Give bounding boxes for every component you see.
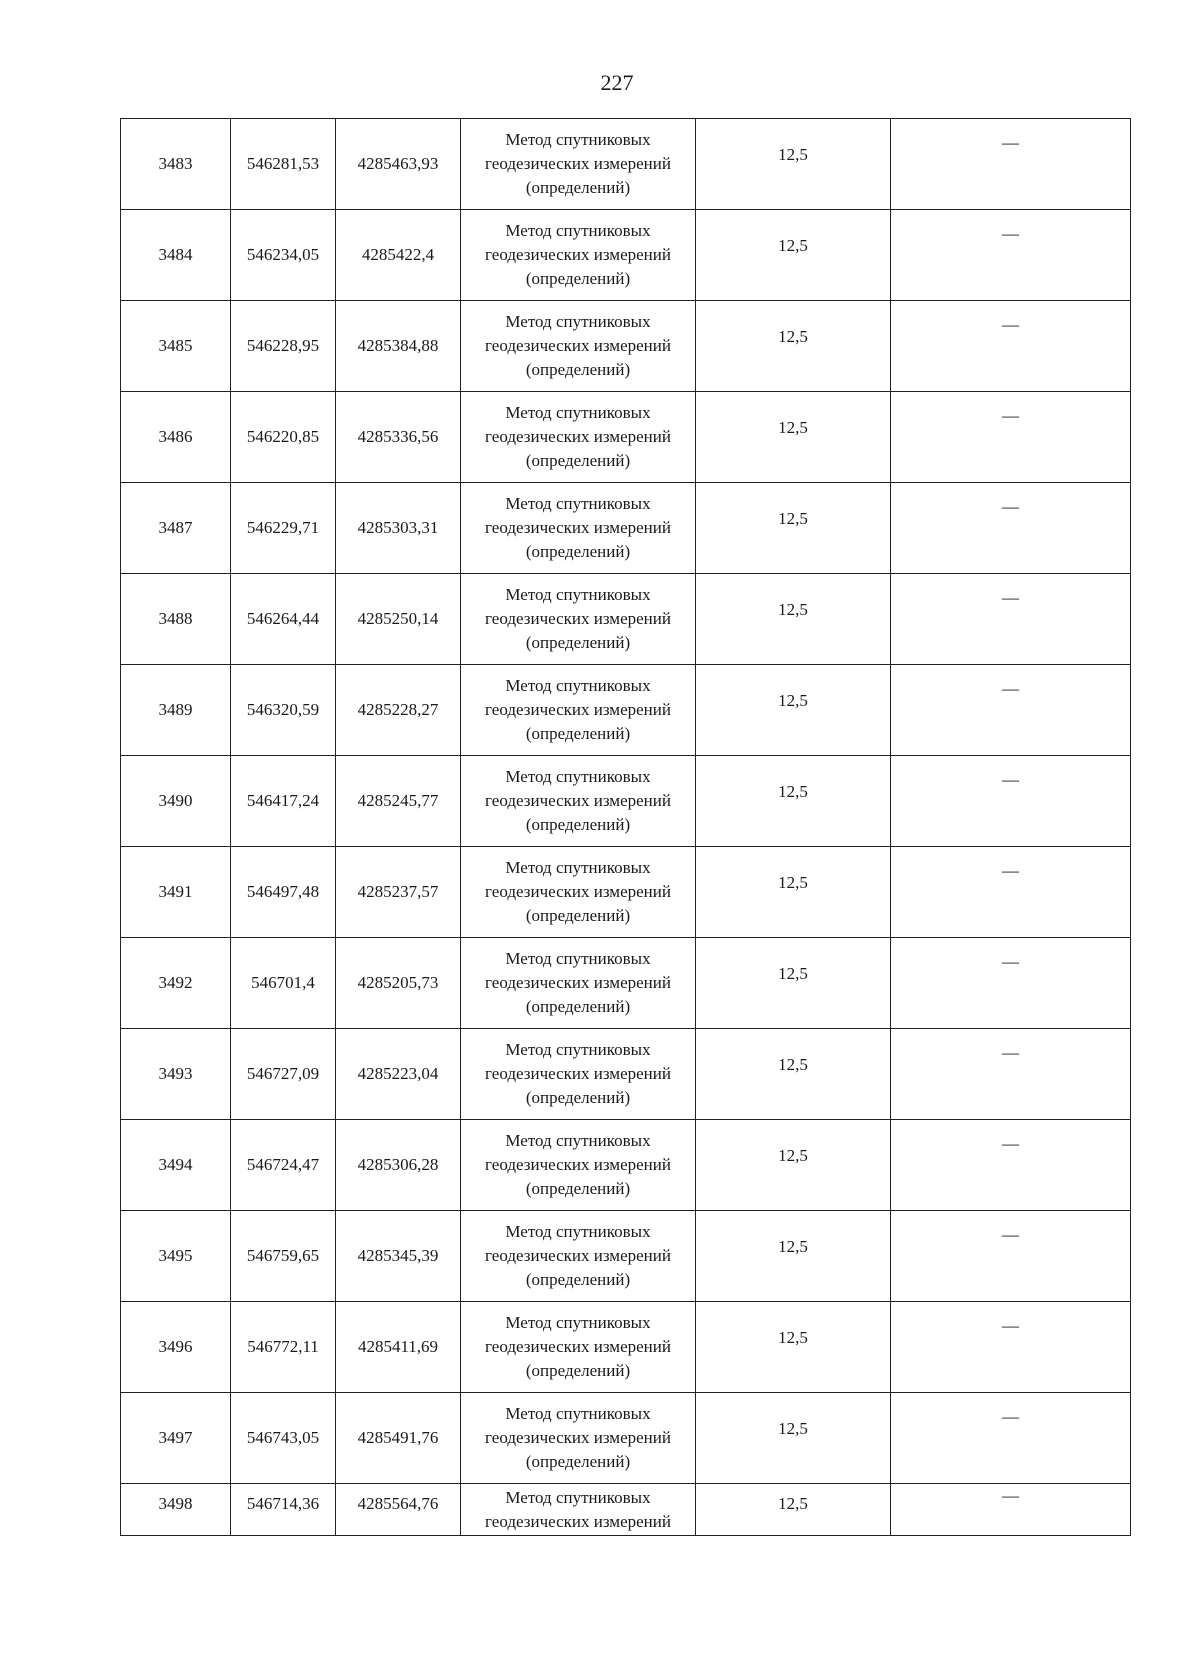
accuracy-cell: 12,5 — [696, 1302, 891, 1393]
note-cell — [891, 1120, 1131, 1211]
table-row — [121, 1393, 1131, 1484]
point-id-cell: 3492 — [121, 938, 231, 1029]
x-coordinate-cell: 546772,11 — [231, 1302, 336, 1393]
note-cell — [891, 847, 1131, 938]
method-line: (определений) — [525, 906, 631, 925]
point-id-cell: 3484 — [121, 210, 231, 301]
method-line: геодезических измерений — [485, 1428, 671, 1447]
point-id-cell: 3488 — [121, 574, 231, 665]
note-cell — [891, 938, 1131, 1029]
method-cell — [461, 938, 696, 1029]
x-coordinate-cell: 546417,24 — [231, 756, 336, 847]
y-coordinate-cell: 4285245,77 — [336, 756, 461, 847]
method-line: (определений) — [525, 269, 631, 288]
y-coordinate-cell: 4285306,28 — [336, 1120, 461, 1211]
method-line: геодезических измерений — [485, 336, 671, 355]
point-id-cell: 3498 — [121, 1484, 231, 1536]
table-row — [121, 847, 1131, 938]
table-row — [121, 210, 1131, 301]
method-line: (определений) — [525, 1361, 631, 1380]
table-row — [121, 574, 1131, 665]
point-id-cell: 3485 — [121, 301, 231, 392]
y-coordinate-cell: 4285237,57 — [336, 847, 461, 938]
method-line: Метод спутниковых — [505, 312, 651, 331]
y-coordinate-cell: 4285491,76 — [336, 1393, 461, 1484]
y-coordinate-cell: 4285228,27 — [336, 665, 461, 756]
x-coordinate-cell: 546701,4 — [231, 938, 336, 1029]
accuracy-cell: 12,5 — [696, 756, 891, 847]
method-line: геодезических измерений — [485, 609, 671, 628]
table-row — [121, 1120, 1131, 1211]
y-coordinate-cell: 4285303,31 — [336, 483, 461, 574]
dash-mark: — — [1002, 1486, 1019, 1505]
y-coordinate-cell: 4285411,69 — [336, 1302, 461, 1393]
method-line: геодезических измерений — [485, 518, 671, 537]
point-id-cell: 3490 — [121, 756, 231, 847]
dash-mark: — — [1002, 1043, 1019, 1062]
method-cell — [461, 301, 696, 392]
table-body — [121, 119, 1131, 1536]
note-cell — [891, 665, 1131, 756]
method-line: (определений) — [525, 360, 631, 379]
dash-mark: — — [1002, 1316, 1019, 1335]
table-row — [121, 119, 1131, 210]
note-cell — [891, 1302, 1131, 1393]
x-coordinate-cell: 546234,05 — [231, 210, 336, 301]
accuracy-cell: 12,5 — [696, 1120, 891, 1211]
method-line: геодезических измерений — [485, 882, 671, 901]
point-id-cell: 3483 — [121, 119, 231, 210]
method-cell — [461, 1120, 696, 1211]
dash-mark: — — [1002, 1225, 1019, 1244]
method-cell — [461, 574, 696, 665]
x-coordinate-cell: 546497,48 — [231, 847, 336, 938]
table-row — [121, 392, 1131, 483]
method-line: геодезических измерений — [485, 154, 671, 173]
method-line: геодезических измерений — [485, 427, 671, 446]
note-cell — [891, 119, 1131, 210]
method-cell — [461, 1302, 696, 1393]
accuracy-cell: 12,5 — [696, 665, 891, 756]
x-coordinate-cell: 546714,36 — [231, 1484, 336, 1536]
note-cell — [891, 483, 1131, 574]
x-coordinate-cell: 546320,59 — [231, 665, 336, 756]
method-line: Метод спутниковых — [505, 1222, 651, 1241]
dash-mark: — — [1002, 133, 1019, 152]
method-line: (определений) — [525, 1270, 631, 1289]
point-id-cell: 3489 — [121, 665, 231, 756]
x-coordinate-cell: 546228,95 — [231, 301, 336, 392]
accuracy-cell: 12,5 — [696, 574, 891, 665]
accuracy-cell: 12,5 — [696, 210, 891, 301]
note-cell — [891, 1029, 1131, 1120]
method-line: геодезических измерений — [485, 1512, 671, 1531]
method-line: (определений) — [525, 815, 631, 834]
method-line: Метод спутниковых — [505, 221, 651, 240]
method-line: Метод спутниковых — [505, 1404, 651, 1423]
dash-mark: — — [1002, 1407, 1019, 1426]
method-line: геодезических измерений — [485, 700, 671, 719]
accuracy-cell: 12,5 — [696, 1211, 891, 1302]
method-line: Метод спутниковых — [505, 949, 651, 968]
point-id-cell: 3494 — [121, 1120, 231, 1211]
y-coordinate-cell: 4285336,56 — [336, 392, 461, 483]
method-line: (определений) — [525, 1452, 631, 1471]
note-cell — [891, 210, 1131, 301]
x-coordinate-cell: 546759,65 — [231, 1211, 336, 1302]
method-line: геодезических измерений — [485, 245, 671, 264]
method-line: Метод спутниковых — [505, 858, 651, 877]
dash-mark: — — [1002, 770, 1019, 789]
accuracy-cell: 12,5 — [696, 1393, 891, 1484]
method-line: (определений) — [525, 724, 631, 743]
method-line: (определений) — [525, 178, 631, 197]
method-cell — [461, 119, 696, 210]
table-row — [121, 301, 1131, 392]
method-cell — [461, 1393, 696, 1484]
accuracy-cell: 12,5 — [696, 847, 891, 938]
method-line: (определений) — [525, 1179, 631, 1198]
x-coordinate-cell: 546281,53 — [231, 119, 336, 210]
dash-mark: — — [1002, 679, 1019, 698]
accuracy-cell: 12,5 — [696, 392, 891, 483]
y-coordinate-cell: 4285422,4 — [336, 210, 461, 301]
method-line: геодезических измерений — [485, 1155, 671, 1174]
dash-mark: — — [1002, 952, 1019, 971]
table-row — [121, 938, 1131, 1029]
method-line: Метод спутниковых — [505, 1131, 651, 1150]
method-line: Метод спутниковых — [505, 1040, 651, 1059]
note-cell — [891, 392, 1131, 483]
method-line: Метод спутниковых — [505, 494, 651, 513]
method-cell — [461, 847, 696, 938]
point-id-cell: 3493 — [121, 1029, 231, 1120]
method-line: Метод спутниковых — [505, 403, 651, 422]
point-id-cell: 3491 — [121, 847, 231, 938]
dash-mark: — — [1002, 588, 1019, 607]
accuracy-cell: 12,5 — [696, 119, 891, 210]
point-id-cell: 3495 — [121, 1211, 231, 1302]
method-line: Метод спутниковых — [505, 767, 651, 786]
accuracy-cell: 12,5 — [696, 1484, 891, 1536]
x-coordinate-cell: 546220,85 — [231, 392, 336, 483]
dash-mark: — — [1002, 1134, 1019, 1153]
y-coordinate-cell: 4285384,88 — [336, 301, 461, 392]
method-line: (определений) — [525, 1088, 631, 1107]
table-row — [121, 1211, 1131, 1302]
method-cell — [461, 665, 696, 756]
dash-mark: — — [1002, 497, 1019, 516]
method-line: (определений) — [525, 633, 631, 652]
x-coordinate-cell: 546264,44 — [231, 574, 336, 665]
dash-mark: — — [1002, 224, 1019, 243]
method-cell — [461, 392, 696, 483]
y-coordinate-cell: 4285250,14 — [336, 574, 461, 665]
y-coordinate-cell: 4285463,93 — [336, 119, 461, 210]
method-cell — [461, 756, 696, 847]
method-line: (определений) — [525, 451, 631, 470]
accuracy-cell: 12,5 — [696, 301, 891, 392]
x-coordinate-cell: 546743,05 — [231, 1393, 336, 1484]
note-cell — [891, 756, 1131, 847]
accuracy-cell: 12,5 — [696, 483, 891, 574]
method-line: геодезических измерений — [485, 1246, 671, 1265]
note-cell — [891, 574, 1131, 665]
table-row — [121, 483, 1131, 574]
dash-mark: — — [1002, 406, 1019, 425]
y-coordinate-cell: 4285205,73 — [336, 938, 461, 1029]
method-cell — [461, 483, 696, 574]
accuracy-cell: 12,5 — [696, 938, 891, 1029]
note-cell — [891, 1393, 1131, 1484]
point-id-cell: 3486 — [121, 392, 231, 483]
note-cell — [891, 1211, 1131, 1302]
method-line: геодезических измерений — [485, 1337, 671, 1356]
dash-mark: — — [1002, 315, 1019, 334]
table-row — [121, 1029, 1131, 1120]
accuracy-cell: 12,5 — [696, 1029, 891, 1120]
note-cell — [891, 1484, 1131, 1536]
point-id-cell: 3487 — [121, 483, 231, 574]
method-cell — [461, 1484, 696, 1536]
point-id-cell: 3496 — [121, 1302, 231, 1393]
method-line: геодезических измерений — [485, 791, 671, 810]
table-row — [121, 1484, 1131, 1536]
method-line: Метод спутниковых — [505, 676, 651, 695]
coordinates-table — [120, 118, 1131, 1536]
x-coordinate-cell: 546229,71 — [231, 483, 336, 574]
method-line: геодезических измерений — [485, 973, 671, 992]
method-cell — [461, 1029, 696, 1120]
method-line: геодезических измерений — [485, 1064, 671, 1083]
x-coordinate-cell: 546727,09 — [231, 1029, 336, 1120]
method-line: (определений) — [525, 997, 631, 1016]
point-id-cell: 3497 — [121, 1393, 231, 1484]
method-line: Метод спутниковых — [505, 1488, 651, 1507]
y-coordinate-cell: 4285223,04 — [336, 1029, 461, 1120]
method-line: (определений) — [525, 542, 631, 561]
note-cell — [891, 301, 1131, 392]
method-line: Метод спутниковых — [505, 585, 651, 604]
table-row — [121, 665, 1131, 756]
method-line: Метод спутниковых — [505, 1313, 651, 1332]
method-cell — [461, 1211, 696, 1302]
page-number: 227 — [600, 70, 634, 95]
y-coordinate-cell: 4285345,39 — [336, 1211, 461, 1302]
method-cell — [461, 210, 696, 301]
table-row — [121, 756, 1131, 847]
y-coordinate-cell: 4285564,76 — [336, 1484, 461, 1536]
method-line: Метод спутниковых — [505, 130, 651, 149]
table-row — [121, 1302, 1131, 1393]
x-coordinate-cell: 546724,47 — [231, 1120, 336, 1211]
dash-mark: — — [1002, 861, 1019, 880]
